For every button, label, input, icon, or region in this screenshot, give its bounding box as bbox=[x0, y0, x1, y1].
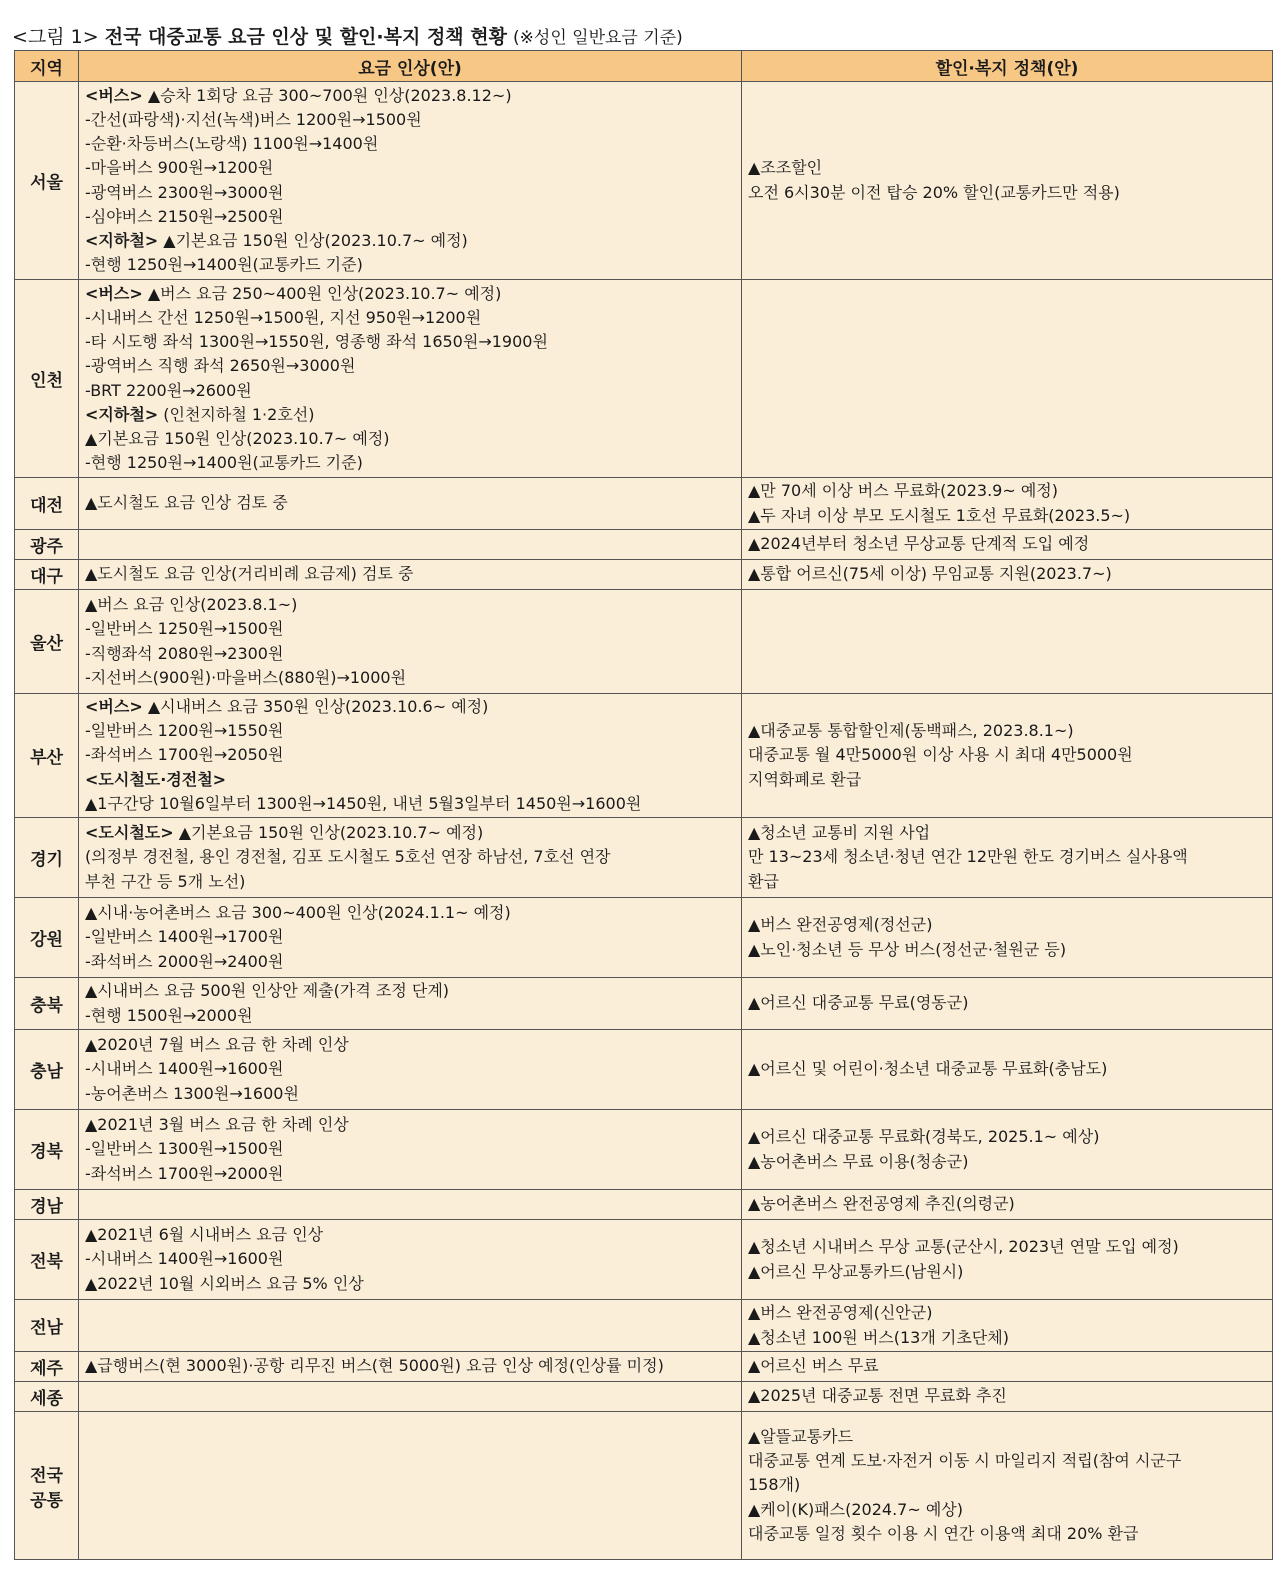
fare-increase-cell bbox=[79, 280, 742, 478]
region-cell bbox=[15, 280, 79, 478]
fare-line bbox=[85, 1033, 735, 1057]
region-name: 대구 bbox=[30, 567, 63, 587]
line-text: -광역버스 직행 좌석 2650원→3000원 bbox=[85, 356, 356, 376]
table-row bbox=[15, 1352, 1273, 1382]
line-text: -현행 1250원→1400원(교통카드 기준) bbox=[85, 453, 363, 473]
region-cell bbox=[15, 1412, 79, 1560]
policy-line bbox=[748, 1449, 1266, 1473]
region-cell bbox=[15, 818, 79, 898]
line-text: ▲기본요금 150원 인상(2023.10.7~ 예정) bbox=[85, 428, 390, 448]
fare-line bbox=[85, 768, 735, 792]
section-label: <도시철도> bbox=[85, 823, 174, 843]
line-text: ▲어르신 대중교통 무료(영동군) bbox=[748, 993, 969, 1013]
region-cell bbox=[15, 1220, 79, 1300]
policy-line bbox=[748, 562, 1266, 586]
line-text: -현행 1500원→2000원 bbox=[85, 1005, 253, 1025]
line-text: ▲케이(K)패스(2024.7~ 예상) bbox=[748, 1499, 963, 1519]
line-text: -좌석버스 2000원→2400원 bbox=[85, 951, 284, 971]
fare-line bbox=[85, 1247, 735, 1271]
line-text: (인천지하철 1·2호선) bbox=[158, 404, 315, 424]
region-cell bbox=[15, 1030, 79, 1110]
policy-line bbox=[748, 156, 1266, 180]
region-cell bbox=[15, 1190, 79, 1220]
line-text: ▲청소년 교통비 지원 사업 bbox=[748, 823, 931, 843]
region-name: 울산 bbox=[30, 634, 63, 654]
fare-line bbox=[85, 901, 735, 925]
line-text: ▲급행버스(현 3000원)·공항 리무진 버스(현 5000원) 요금 인상 예정(인상률 미정) bbox=[85, 1356, 664, 1376]
table-header-row bbox=[15, 51, 1273, 82]
table-row bbox=[15, 1382, 1273, 1412]
policy-line bbox=[748, 504, 1266, 528]
region-name: 부산 bbox=[30, 748, 63, 768]
fare-policy-table bbox=[14, 50, 1273, 1560]
region-cell bbox=[15, 478, 79, 530]
line-text: -일반버스 1300원→1500원 bbox=[85, 1139, 284, 1159]
policy-line bbox=[748, 1057, 1266, 1081]
caption-note: (※성인 일반요금 기준) bbox=[513, 28, 683, 48]
line-text: -일반버스 1250원→1500원 bbox=[85, 619, 284, 639]
region-name: 공통 bbox=[30, 1490, 63, 1511]
fare-increase-cell bbox=[79, 1110, 742, 1190]
table-row bbox=[15, 280, 1273, 478]
policy-line bbox=[748, 1384, 1266, 1408]
fare-line bbox=[85, 1137, 735, 1161]
line-text: ▲청소년 시내버스 무상 교통(군산시, 2023년 연말 도입 예정) bbox=[748, 1237, 1179, 1257]
line-text: ▲승차 1회당 요금 300~700원 인상(2023.8.12~) bbox=[142, 85, 512, 105]
fare-line bbox=[85, 979, 735, 1003]
discount-policy-cell bbox=[742, 1352, 1273, 1382]
fare-line bbox=[85, 870, 735, 894]
fare-line bbox=[85, 666, 735, 690]
line-text: ▲조조할인 bbox=[748, 158, 823, 178]
region-name: 경남 bbox=[30, 1197, 63, 1218]
table-row bbox=[15, 82, 1273, 280]
table-row bbox=[15, 1190, 1273, 1220]
policy-line bbox=[748, 479, 1266, 503]
fare-increase-cell bbox=[79, 530, 742, 560]
line-text: ▲어르신 무상교통카드(남원시) bbox=[748, 1261, 964, 1281]
line-text: -BRT 2200원→2600원 bbox=[85, 380, 252, 400]
line-text: -일반버스 1400원→1700원 bbox=[85, 927, 284, 947]
fare-increase-cell bbox=[79, 694, 742, 818]
discount-policy-cell bbox=[742, 1110, 1273, 1190]
line-text: -타 시도행 좌석 1300원→1550원, 영종행 좌석 1650원→1900원 bbox=[85, 332, 548, 352]
line-text: 158개) bbox=[748, 1475, 801, 1495]
line-text: -좌석버스 1700원→2000원 bbox=[85, 1163, 284, 1183]
fare-line bbox=[85, 282, 735, 306]
fare-line bbox=[85, 1162, 735, 1186]
discount-policy-cell bbox=[742, 478, 1273, 530]
fare-line bbox=[85, 1057, 735, 1081]
discount-policy-cell bbox=[742, 1382, 1273, 1412]
fare-line bbox=[85, 181, 735, 205]
policy-line bbox=[748, 1473, 1266, 1497]
fare-line bbox=[85, 562, 735, 586]
policy-line bbox=[748, 913, 1266, 937]
region-cell bbox=[15, 1352, 79, 1382]
region-cell bbox=[15, 898, 79, 978]
header-region: 지역 bbox=[15, 51, 79, 82]
line-text: ▲도시철도 요금 인상(거리비례 요금제) 검토 중 bbox=[85, 564, 414, 584]
line-text: ▲만 70세 이상 버스 무료화(2023.9~ 예정) bbox=[748, 481, 1058, 501]
fare-increase-cell bbox=[79, 590, 742, 694]
section-label: <버스> bbox=[85, 283, 143, 303]
line-text: 지역화폐로 환급 bbox=[748, 769, 862, 789]
fare-increase-cell bbox=[79, 82, 742, 280]
table-row bbox=[15, 1220, 1273, 1300]
policy-line bbox=[748, 1326, 1266, 1350]
table-row bbox=[15, 1030, 1273, 1110]
discount-policy-cell bbox=[742, 280, 1273, 478]
line-text: ▲2022년 10월 시외버스 요금 5% 인상 bbox=[85, 1273, 364, 1293]
policy-line bbox=[748, 845, 1266, 869]
policy-line bbox=[748, 1150, 1266, 1174]
discount-policy-cell bbox=[742, 1190, 1273, 1220]
table-row bbox=[15, 1412, 1273, 1560]
section-label: <지하철> bbox=[85, 404, 159, 424]
line-text: ▲2020년 7월 버스 요금 한 차례 인상 bbox=[85, 1035, 349, 1055]
line-text: 만 13~23세 청소년·청년 연간 12만원 한도 경기버스 실사용액 bbox=[748, 847, 1188, 867]
fare-increase-cell bbox=[79, 560, 742, 590]
policy-line bbox=[748, 181, 1266, 205]
line-text: ▲노인·청소년 등 무상 버스(정선군·철원군 등) bbox=[748, 939, 1067, 959]
fare-line bbox=[85, 593, 735, 617]
policy-line bbox=[748, 1354, 1266, 1378]
region-cell bbox=[15, 694, 79, 818]
fare-increase-cell bbox=[79, 818, 742, 898]
region-name: 대전 bbox=[30, 496, 63, 516]
policy-line bbox=[748, 938, 1266, 962]
fare-increase-cell bbox=[79, 478, 742, 530]
fare-line bbox=[85, 379, 735, 403]
line-text: ▲대중교통 통합할인제(동백패스, 2023.8.1~) bbox=[748, 721, 1074, 741]
table-row bbox=[15, 560, 1273, 590]
fare-line bbox=[85, 642, 735, 666]
region-cell bbox=[15, 978, 79, 1030]
policy-line bbox=[748, 1192, 1266, 1216]
line-text: -일반버스 1200원→1550원 bbox=[85, 721, 284, 741]
fare-line bbox=[85, 1223, 735, 1247]
table-row bbox=[15, 590, 1273, 694]
section-label: <버스> bbox=[85, 85, 143, 105]
line-text: 대중교통 월 4만5000원 이상 사용 시 최대 4만5000원 bbox=[748, 745, 1133, 765]
discount-policy-cell bbox=[742, 530, 1273, 560]
fare-line bbox=[85, 1113, 735, 1137]
fare-line bbox=[85, 330, 735, 354]
fare-line bbox=[85, 743, 735, 767]
line-text: ▲1구간당 10월6일부터 1300원→1450원, 내년 5월3일부터 1450원→1600원 bbox=[85, 793, 642, 813]
line-text: ▲기본요금 150원 인상(2023.10.7~ 예정) bbox=[158, 230, 468, 250]
region-cell bbox=[15, 82, 79, 280]
fare-line bbox=[85, 229, 735, 253]
fare-line bbox=[85, 354, 735, 378]
table-row bbox=[15, 530, 1273, 560]
policy-line bbox=[748, 1260, 1266, 1284]
discount-policy-cell bbox=[742, 1300, 1273, 1352]
region-name: 경기 bbox=[30, 850, 63, 871]
fare-increase-cell bbox=[79, 1300, 742, 1352]
line-text: ▲2025년 대중교통 전면 무료화 추진 bbox=[748, 1386, 1007, 1406]
policy-line bbox=[748, 821, 1266, 845]
region-name: 강원 bbox=[30, 930, 63, 951]
fare-line bbox=[85, 108, 735, 132]
fare-line bbox=[85, 451, 735, 475]
line-text: -광역버스 2300원→3000원 bbox=[85, 182, 284, 202]
line-text: -지선버스(900원)·마을버스(880원)→1000원 bbox=[85, 667, 407, 687]
line-text: 환급 bbox=[748, 871, 779, 891]
line-text: ▲알뜰교통카드 bbox=[748, 1427, 854, 1446]
fare-line bbox=[85, 845, 735, 869]
region-name: 서울 bbox=[30, 173, 63, 193]
region-name: 제주 bbox=[30, 1359, 63, 1380]
fare-line bbox=[85, 821, 735, 845]
region-name: 전북 bbox=[30, 1252, 63, 1273]
line-text: ▲청소년 100원 버스(13개 기초단체) bbox=[748, 1327, 1009, 1347]
fare-increase-cell bbox=[79, 1382, 742, 1412]
policy-line bbox=[748, 532, 1266, 556]
fare-line bbox=[85, 617, 735, 641]
discount-policy-cell bbox=[742, 898, 1273, 978]
region-name: 인천 bbox=[30, 371, 63, 391]
region-name: 경북 bbox=[30, 1142, 63, 1163]
line-text: ▲2021년 3월 버스 요금 한 차례 인상 bbox=[85, 1115, 349, 1135]
discount-policy-cell bbox=[742, 82, 1273, 280]
table-row bbox=[15, 818, 1273, 898]
fare-line bbox=[85, 925, 735, 949]
discount-policy-cell bbox=[742, 1030, 1273, 1110]
region-name: 충남 bbox=[30, 1062, 63, 1083]
fare-increase-cell bbox=[79, 1352, 742, 1382]
discount-policy-cell bbox=[742, 978, 1273, 1030]
fare-line bbox=[85, 950, 735, 974]
discount-policy-cell bbox=[742, 1220, 1273, 1300]
line-text: -현행 1250원→1400원(교통카드 기준) bbox=[85, 255, 363, 275]
region-name: 광주 bbox=[30, 537, 63, 557]
discount-policy-cell bbox=[742, 560, 1273, 590]
fare-line bbox=[85, 491, 735, 515]
line-text: ▲2021년 6월 시내버스 요금 인상 bbox=[85, 1225, 324, 1245]
figure-caption bbox=[12, 22, 683, 49]
table-row bbox=[15, 1110, 1273, 1190]
fare-line bbox=[85, 1354, 735, 1378]
line-text: -간선(파랑색)·지선(녹색)버스 1200원→1500원 bbox=[85, 109, 422, 129]
policy-line bbox=[748, 768, 1266, 792]
line-text: -마을버스 900원→1200원 bbox=[85, 158, 274, 178]
line-text: ▲어르신 버스 무료 bbox=[748, 1356, 879, 1376]
section-label: <지하철> bbox=[85, 230, 159, 250]
section-label: <도시철도·경전철> bbox=[85, 769, 227, 789]
discount-policy-cell bbox=[742, 694, 1273, 818]
region-cell bbox=[15, 560, 79, 590]
discount-policy-cell bbox=[742, 1412, 1273, 1560]
line-text: ▲농어촌버스 무료 이용(청송군) bbox=[748, 1151, 969, 1171]
line-text: ▲버스 요금 250~400원 인상(2023.10.7~ 예정) bbox=[142, 283, 502, 303]
fare-line bbox=[85, 132, 735, 156]
discount-policy-cell bbox=[742, 590, 1273, 694]
line-text: (의정부 경전철, 용인 경전철, 김포 도시철도 5호선 연장 하남선, 7호선 연장 bbox=[85, 847, 611, 867]
line-text: ▲버스 요금 인상(2023.8.1~) bbox=[85, 595, 298, 615]
policy-line bbox=[748, 1301, 1266, 1325]
policy-line bbox=[748, 1522, 1266, 1546]
line-text: -농어촌버스 1300원→1600원 bbox=[85, 1083, 299, 1103]
policy-line bbox=[748, 1425, 1266, 1449]
header-discount-policy: 할인·복지 정책(안) bbox=[742, 51, 1273, 82]
fare-line bbox=[85, 156, 735, 180]
policy-line bbox=[748, 1235, 1266, 1259]
line-text: ▲어르신 대중교통 무료화(경북도, 2025.1~ 예상) bbox=[748, 1127, 1100, 1147]
line-text: ▲시내버스 요금 500원 인상안 제출(가격 조정 단계) bbox=[85, 981, 450, 1001]
line-text: -심야버스 2150원→2500원 bbox=[85, 206, 284, 226]
line-text: ▲두 자녀 이상 부모 도시철도 1호선 무료화(2023.5~) bbox=[748, 505, 1131, 525]
line-text: ▲시내·농어촌버스 요금 300~400원 인상(2024.1.1~ 예정) bbox=[85, 903, 511, 923]
fare-increase-cell bbox=[79, 1220, 742, 1300]
table-row bbox=[15, 478, 1273, 530]
line-text: -시내버스 1400원→1600원 bbox=[85, 1059, 284, 1079]
line-text: ▲도시철도 요금 인상 검토 중 bbox=[85, 493, 288, 513]
fare-line bbox=[85, 1082, 735, 1106]
section-label: <버스> bbox=[85, 697, 143, 716]
fare-line bbox=[85, 403, 735, 427]
fare-line bbox=[85, 84, 735, 108]
line-text: ▲어르신 및 어린이·청소년 대중교통 무료화(충남도) bbox=[748, 1059, 1108, 1079]
policy-line bbox=[748, 1125, 1266, 1149]
region-name: 충북 bbox=[30, 996, 63, 1017]
table-row bbox=[15, 978, 1273, 1030]
region-cell bbox=[15, 530, 79, 560]
policy-line bbox=[748, 1498, 1266, 1522]
policy-line bbox=[748, 870, 1266, 894]
region-cell bbox=[15, 1382, 79, 1412]
fare-line bbox=[85, 427, 735, 451]
caption-title: 전국 대중교통 요금 인상 및 할인·복지 정책 현황 bbox=[104, 26, 507, 48]
fare-line bbox=[85, 205, 735, 229]
line-text: 오전 6시30분 이전 탑승 20% 할인(교통카드만 적용) bbox=[748, 182, 1120, 202]
line-text: ▲시내버스 요금 350원 인상(2023.10.6~ 예정) bbox=[142, 697, 489, 716]
line-text: -직행좌석 2080원→2300원 bbox=[85, 643, 284, 663]
line-text: -순환·차등버스(노랑색) 1100원→1400원 bbox=[85, 134, 379, 154]
fare-increase-cell bbox=[79, 898, 742, 978]
policy-line bbox=[748, 719, 1266, 743]
fare-increase-cell bbox=[79, 1190, 742, 1220]
fare-line bbox=[85, 306, 735, 330]
fare-line bbox=[85, 1004, 735, 1028]
fare-line bbox=[85, 695, 735, 719]
fare-increase-cell bbox=[79, 1030, 742, 1110]
line-text: ▲기본요금 150원 인상(2023.10.7~ 예정) bbox=[173, 823, 484, 843]
policy-line bbox=[748, 991, 1266, 1015]
discount-policy-cell bbox=[742, 818, 1273, 898]
line-text: 부천 구간 등 5개 노선) bbox=[85, 871, 246, 891]
region-name: 세종 bbox=[30, 1389, 63, 1410]
region-name: 전국 bbox=[30, 1465, 63, 1486]
fare-increase-cell bbox=[79, 978, 742, 1030]
header-fare-increase: 요금 인상(안) bbox=[79, 51, 742, 82]
table-body bbox=[15, 82, 1273, 1560]
table-row bbox=[15, 898, 1273, 978]
region-cell bbox=[15, 1300, 79, 1352]
region-cell bbox=[15, 1110, 79, 1190]
line-text: ▲2024년부터 청소년 무상교통 단계적 도입 예정 bbox=[748, 534, 1090, 554]
fare-increase-cell bbox=[79, 1412, 742, 1560]
region-name: 전남 bbox=[30, 1318, 63, 1339]
line-text: -시내버스 1400원→1600원 bbox=[85, 1249, 284, 1269]
fare-line bbox=[85, 792, 735, 816]
caption-prefix: <그림 1> bbox=[12, 26, 99, 48]
line-text: -좌석버스 1700원→2050원 bbox=[85, 745, 284, 765]
region-cell bbox=[15, 590, 79, 694]
line-text: ▲통합 어르신(75세 이상) 무임교통 지원(2023.7~) bbox=[748, 564, 1112, 584]
table-row bbox=[15, 1300, 1273, 1352]
fare-line bbox=[85, 719, 735, 743]
policy-line bbox=[748, 743, 1266, 767]
table-row bbox=[15, 694, 1273, 818]
line-text: 대중교통 연계 도보·자전거 이동 시 마일리지 적립(참여 시군구 bbox=[748, 1451, 1182, 1471]
line-text: ▲버스 완전공영제(신안군) bbox=[748, 1303, 933, 1323]
line-text: -시내버스 간선 1250원→1500원, 지선 950원→1200원 bbox=[85, 307, 482, 327]
fare-line bbox=[85, 1272, 735, 1296]
line-text: ▲농어촌버스 완전공영제 추진(의령군) bbox=[748, 1194, 1015, 1214]
fare-line bbox=[85, 253, 735, 277]
line-text: ▲버스 완전공영제(정선군) bbox=[748, 915, 933, 935]
line-text: 대중교통 일정 횟수 이용 시 연간 이용액 최대 20% 환급 bbox=[748, 1523, 1139, 1543]
